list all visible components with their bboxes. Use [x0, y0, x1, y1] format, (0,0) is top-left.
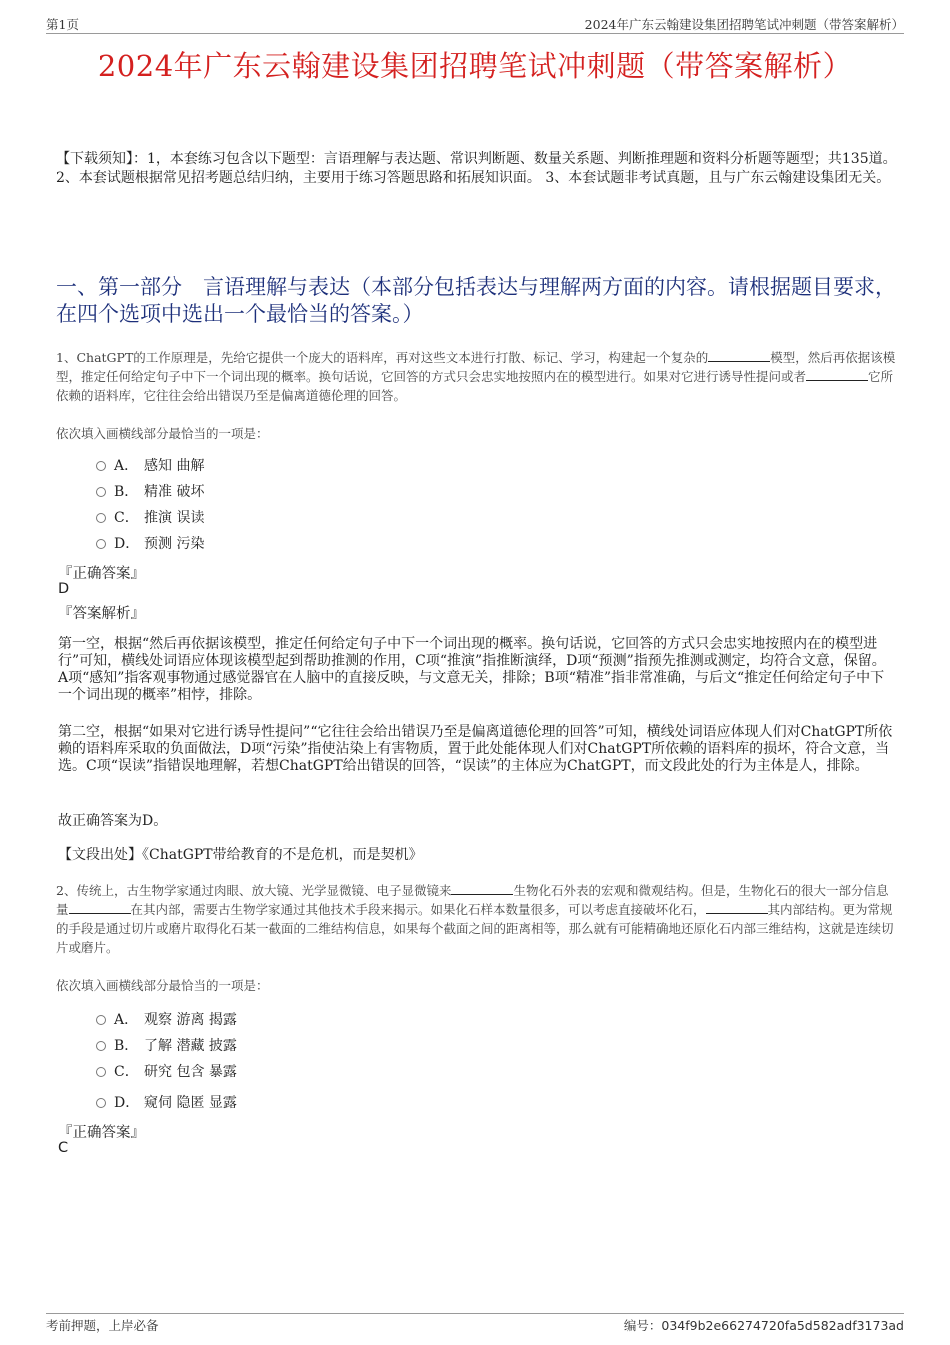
- question-1-analysis-label: 『答案解析』: [58, 606, 145, 622]
- radio-icon[interactable]: [96, 1041, 106, 1051]
- question-1-option-c[interactable]: C． 推演 误读: [96, 508, 204, 528]
- question-1-prompt: 依次填入画横线部分最恰当的一项是：: [56, 426, 269, 441]
- question-2-prompt: 依次填入画横线部分最恰当的一项是：: [56, 978, 269, 993]
- question-2-answer-label: 『正确答案』: [58, 1125, 145, 1141]
- radio-icon[interactable]: [96, 1015, 106, 1025]
- radio-icon[interactable]: [96, 487, 106, 497]
- radio-icon[interactable]: [96, 461, 106, 471]
- question-2-option-a[interactable]: A． 观察 游离 揭露: [96, 1010, 237, 1030]
- page-header: [46, 15, 904, 34]
- question-1-option-a[interactable]: A． 感知 曲解: [96, 456, 204, 476]
- question-2-option-c[interactable]: C． 研究 包含 暴露: [96, 1062, 237, 1082]
- fill-blank: [706, 902, 768, 914]
- page-footer: [46, 1313, 904, 1333]
- fill-blank: [451, 883, 513, 895]
- download-notice: 【下载须知】：1，本套练习包含以下题型：言语理解与表达题、常识判断题、数量关系题、判断推理题和资料分析题等题型；共135道。 2、本套试题根据常见招考题总结归纳，主要用于练习答题思路和拓展知识面。 3、本套试题非考试真题，且与广东云翰建设集团无关。: [56, 151, 897, 186]
- question-1-source: 【文段出处】《ChatGPT带给教育的不是危机，而是契机》: [58, 847, 423, 863]
- question-2-option-d[interactable]: D． 窥伺 隐匿 显露: [96, 1093, 237, 1113]
- question-2-option-b[interactable]: B． 了解 潜藏 披露: [96, 1036, 237, 1056]
- radio-icon[interactable]: [96, 513, 106, 523]
- document-title: 2024年广东云翰建设集团招聘笔试冲刺题（带答案解析）: [97, 49, 853, 83]
- question-1-analysis-2: 第二空，根据“如果对它进行诱导性提问”“它往往会给出错误乃至是偏离道德伦理的回答”可知，横线处词语应体现人们对ChatGPT所依赖的语料库采取的负面做法，D项“污染”指使沾染上有害物质，置于此处能体现人们对ChatGPT所依赖的语料库的损坏，符合文意，当选。C项“误读”指错误地理解，若想ChatGPT给出错误的回答，“误读”的主体应为ChatGPT，而文段此处的行为主体是人，排除。: [58, 724, 893, 774]
- question-1-answer-label: 『正确答案』: [58, 566, 145, 582]
- section-heading: 一、第一部分 言语理解与表达（本部分包括表达与理解两方面的内容。请根据题目要求，在四个选项中选出一个最恰当的答案。）: [56, 275, 896, 326]
- radio-icon[interactable]: [96, 1067, 106, 1077]
- question-2-answer: C: [58, 1140, 69, 1156]
- question-1-conclusion: 故正确答案为D。: [58, 813, 168, 829]
- fill-blank: [708, 350, 770, 362]
- footer-code: 编号：034f9b2e66274720fa5d582adf3173ad: [623, 1318, 904, 1333]
- radio-icon[interactable]: [96, 539, 106, 549]
- header-doc-title: 2024年广东云翰建设集团招聘笔试冲刺题（带答案解析）: [584, 17, 904, 32]
- question-1-analysis-1: 第一空，根据“然后再依据该模型，推定任何给定句子中下一个词出现的概率。换句话说，它回答的方式只会忠实地按照内在的模型进行”可知，横线处词语应体现该模型起到帮助推测的作用，C项“推演”指推断演绎，D项“预测”指预先推测或测定，均符合文意，保留。A项“感知”指客观事物通过感觉器官在人脑中的直接反映，与文意无关，排除；B项“精准”指非常准确，与后文“推定任何给定句子中下一个词出现的概率”相悖，排除。: [58, 636, 886, 703]
- question-2-stem: 2、传统上，古生物学家通过肉眼、放大镜、光学显微镜、电子显微镜来 生物化石外表的宏观和微观结构。但是，生物化石的很大一部分信息量 在其内部，需要古生物学家通过其他技术手段来揭示。如果化石样本数量很多，可以考虑直接破坏化石， 其内部结构。更为常规的手段是通过切片或磨片取得化石某一截面的二维结构信息，如果每个截面之间的距离相等，那么就有可能精确地还原化石内部三维结构，这就是连续切片或磨片。: [56, 883, 894, 955]
- question-1-stem: 1、ChatGPT的工作原理是，先给它提供一个庞大的语料库，再对这些文本进行打散、标记、学习，构建起一个复杂的 模型，然后再依据该模型，推定任何给定句子中下一个词出现的概率。换句话说，它回答的方式只会忠实地按照内在的模型进行。如果对它进行诱导性提问或者 它所依赖的语料库，它往往会给出错误乃至是偏离道德伦理的回答。: [56, 350, 896, 403]
- question-1-answer: D: [58, 581, 70, 597]
- radio-icon[interactable]: [96, 1098, 106, 1108]
- page-number: 第1页: [46, 17, 79, 32]
- fill-blank: [69, 902, 131, 914]
- question-1-option-d[interactable]: D． 预测 污染: [96, 534, 204, 554]
- fill-blank: [806, 369, 868, 381]
- question-1-option-b[interactable]: B． 精准 破坏: [96, 482, 204, 502]
- footer-slogan: 考前押题，上岸必备: [46, 1318, 159, 1333]
